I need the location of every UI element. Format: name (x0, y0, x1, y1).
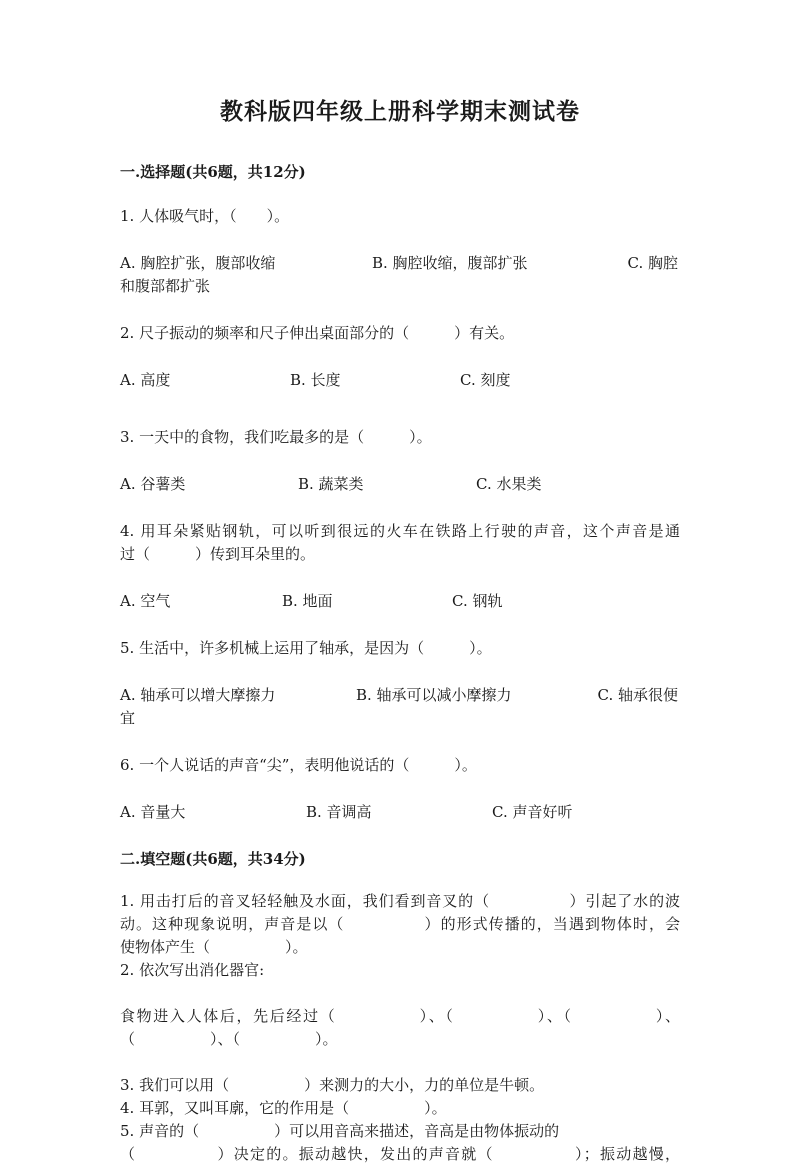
question-4 (120, 520, 680, 566)
section-title-fill-in: 二.填空题(共6题，共34分) (120, 850, 306, 868)
option-c: C. 胸腔 (627, 254, 678, 272)
section-title-choice: 一.选择题(共6题，共12分) (120, 163, 306, 181)
fill-question-2-body (120, 1005, 680, 1051)
option-a: A. 音量大 (120, 803, 186, 821)
option-b: B. 地面 (282, 592, 333, 610)
option-b: B. 蔬菜类 (298, 475, 364, 493)
fill-question-1 (120, 890, 680, 959)
question-5: 5. 生活中，许多机械上运用了轴承，是因为（ ）。 (120, 639, 492, 657)
option-a: A. 高度 (120, 371, 171, 389)
fill-question-5-line-2: （ ）决定的。振动越快，发出的声音就（ ）；振动越慢， (120, 1145, 680, 1163)
fill-question-2-title: 2. 依次写出消化器官: (120, 961, 265, 979)
option-b: B. 胸腔收缩，腹部扩张 (372, 254, 528, 272)
question-5-options (120, 684, 680, 730)
option-b: B. 音调高 (306, 803, 372, 821)
question-6: 6. 一个人说话的声音“尖”，表明他说话的（ ）。 (120, 756, 477, 774)
fill-question-1-line-1: 1. 用击打后的音叉轻轻触及水面，我们看到音叉的（ ）引起了水的波 (120, 892, 680, 910)
page-title: 教科版四年级上册科学期末测试卷 (220, 98, 580, 125)
option-a: A. 谷薯类 (120, 475, 186, 493)
option-a: A. 轴承可以增大摩擦力 (120, 686, 276, 704)
question-4-line-1: 4. 用耳朵紧贴钢轨，可以听到很远的火车在铁路上行驶的声音，这个声音是通 (120, 522, 680, 540)
question-1: 1. 人体吸气时，（ ）。 (120, 207, 290, 225)
fill-question-1-line-3: 使物体产生（ ）。 (120, 938, 308, 956)
option-c-continued: 宜 (120, 709, 136, 727)
question-4-options (120, 590, 680, 613)
question-2: 2. 尺子振动的频率和尺子伸出桌面部分的（ ）有关。 (120, 324, 515, 342)
option-a: A. 空气 (120, 592, 171, 610)
option-c-continued: 和腹部都扩张 (120, 277, 211, 295)
fill-question-4: 4. 耳郭，又叫耳廓，它的作用是（ ）。 (120, 1099, 447, 1117)
question-4-line-2: 过（ ）传到耳朵里的。 (120, 545, 316, 563)
option-c: C. 刻度 (460, 371, 511, 389)
option-c: C. 钢轨 (452, 592, 503, 610)
option-b: B. 长度 (290, 371, 341, 389)
fill-question-2-line-1: 食物进入人体后，先后经过（ ）、（ ）、（ ）、 (120, 1007, 680, 1025)
option-c: C. 水果类 (476, 475, 542, 493)
question-3-options (120, 473, 680, 496)
question-3: 3. 一天中的食物，我们吃最多的是（ ）。 (120, 428, 432, 446)
fill-question-5 (120, 1120, 680, 1166)
question-6-options (120, 801, 680, 824)
option-b: B. 轴承可以减小摩擦力 (356, 686, 512, 704)
fill-question-5-line-1: 5. 声音的（ ）可以用音高来描述，音高是由物体振动的 (120, 1122, 560, 1140)
fill-question-1-line-2: 动。这种现象说明，声音是以（ ）的形式传播的，当遇到物体时，会 (120, 915, 680, 933)
option-a: A. 胸腔扩张，腹部收缩 (120, 254, 276, 272)
question-2-options (120, 369, 680, 392)
question-1-options (120, 252, 680, 298)
fill-question-2-line-2: （ ）、（ ）。 (120, 1030, 338, 1048)
option-c: C. 声音好听 (492, 803, 573, 821)
fill-question-3: 3. 我们可以用（ ）来测力的大小，力的单位是牛顿。 (120, 1076, 545, 1094)
option-c: C. 轴承很便 (597, 686, 678, 704)
